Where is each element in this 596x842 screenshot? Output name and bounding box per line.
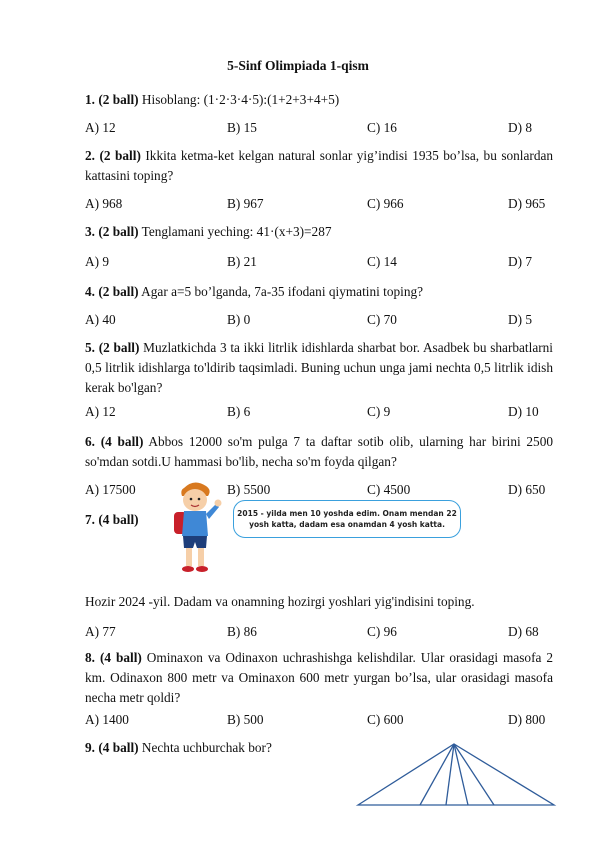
question-number: 1. (85, 92, 95, 107)
question-text: Ominaxon va Odinaxon uchrashishga kelishdilar. Ular orasidagi masofa 2 km. Odinaxon 800 metr va Ominaxon 600 metr yurgan bo’lsa, ular orasidagi masofa necha metr qoldi? (85, 650, 553, 705)
answer-options-3 (85, 252, 555, 272)
question-points: (2 ball) (98, 224, 139, 239)
question-5 (85, 338, 553, 398)
question-points: (2 ball) (98, 284, 139, 299)
question-number: 8. (85, 650, 95, 665)
question-number: 3. (85, 224, 95, 239)
option-b[interactable]: B) 500 (227, 712, 264, 727)
question-points: (4 ball) (98, 512, 139, 527)
answer-options-7 (85, 622, 555, 642)
option-a[interactable]: A) 77 (85, 624, 116, 639)
answer-options-6 (85, 480, 555, 500)
question-text: Agar a=5 bo’lganda, 7a-35 ifodani qiymatini toping? (138, 284, 424, 299)
option-b[interactable]: B) 6 (227, 404, 251, 419)
option-c[interactable]: C) 4500 (367, 482, 411, 497)
answer-options-4 (85, 310, 555, 330)
option-a[interactable]: A) 9 (85, 254, 110, 269)
option-d[interactable]: D) 650 (508, 482, 546, 497)
question-number: 5. (85, 340, 95, 355)
answer-options-8 (85, 710, 555, 730)
option-c[interactable]: C) 966 (367, 196, 404, 211)
question-text: Hisoblang: (1·2·3·4·5):(1+2+3+4+5) (138, 92, 340, 107)
option-b[interactable]: B) 15 (227, 120, 257, 135)
option-a[interactable]: A) 40 (85, 312, 116, 327)
question-points: (4 ball) (98, 740, 139, 755)
question-1 (85, 90, 553, 110)
question-7-header (85, 510, 165, 530)
option-c[interactable]: C) 14 (367, 254, 397, 269)
option-b[interactable]: B) 5500 (227, 482, 271, 497)
page-title: 5-Sinf Olimpiada 1-qism (227, 58, 369, 73)
option-a[interactable]: A) 12 (85, 404, 116, 419)
option-c[interactable]: C) 9 (367, 404, 391, 419)
option-c[interactable]: C) 70 (367, 312, 397, 327)
option-d[interactable]: D) 5 (508, 312, 533, 327)
option-c[interactable]: C) 16 (367, 120, 397, 135)
question-text: Nechta uchburchak bor? (138, 740, 272, 755)
option-d[interactable]: D) 965 (508, 196, 546, 211)
question-8 (85, 648, 553, 708)
question-number: 6. (85, 434, 95, 449)
option-b[interactable]: B) 21 (227, 254, 257, 269)
option-d[interactable]: D) 10 (508, 404, 539, 419)
option-a[interactable]: A) 12 (85, 120, 116, 135)
answer-options-2 (85, 194, 555, 214)
question-points: (2 ball) (98, 340, 140, 355)
question-number: 4. (85, 284, 95, 299)
question-3 (85, 222, 553, 242)
question-text: Ikkita ketma-ket kelgan natural sonlar yig’indisi 1935 bo’lsa, bu sonlardan kattasini toping? (85, 148, 554, 183)
option-c[interactable]: C) 600 (367, 712, 404, 727)
question-text: Tenglamani yeching: 41·(x+3)=287 (138, 224, 332, 239)
question-number: 7. (85, 512, 95, 527)
question-9 (85, 738, 345, 758)
schoolboy-illustration (160, 478, 230, 578)
option-d[interactable]: D) 800 (508, 712, 546, 727)
question-6 (85, 432, 553, 472)
triangle-figure (350, 740, 560, 810)
question-points: (4 ball) (99, 650, 142, 665)
speech-bubble-note: 2015 - yilda men 10 yoshda edim. Onam mendan 22 yosh katta, dadam esa onamdan 4 yosh katta. (233, 500, 461, 538)
question-text: Hozir 2024 -yil. Dadam va onamning hozirgi yoshlari yig'indisini toping. (85, 594, 475, 609)
option-a[interactable]: A) 968 (85, 196, 123, 211)
option-a[interactable]: A) 1400 (85, 712, 129, 727)
option-c[interactable]: C) 96 (367, 624, 397, 639)
question-number: 9. (85, 740, 95, 755)
option-b[interactable]: B) 86 (227, 624, 257, 639)
question-2 (85, 146, 553, 186)
option-d[interactable]: D) 7 (508, 254, 533, 269)
option-a[interactable]: A) 17500 (85, 482, 136, 497)
question-4 (85, 282, 553, 302)
option-d[interactable]: D) 8 (508, 120, 533, 135)
answer-options-1 (85, 118, 555, 138)
question-number: 2. (85, 148, 95, 163)
option-b[interactable]: B) 967 (227, 196, 264, 211)
question-points: (2 ball) (98, 92, 139, 107)
question-text: Muzlatkichda 3 ta ikki litrlik idishlarda sharbat bor. Asadbek bu sharbatlarni 0,5 litrlik idishlarga to'ldirib taqsimladi. Buning uchun unga jami nechta 0,5 litrlik idish kerak bo'lgan? (85, 340, 553, 395)
question-points: (4 ball) (100, 434, 144, 449)
option-d[interactable]: D) 68 (508, 624, 539, 639)
question-7 (85, 592, 553, 612)
question-text: Abbos 12000 so'm pulga 7 ta daftar sotib olib, ularning har birini 2500 so'mdan sotdi.U hammasi bo'lib, necha so'm foyda qilgan? (85, 434, 554, 469)
option-b[interactable]: B) 0 (227, 312, 251, 327)
answer-options-5 (85, 402, 555, 422)
question-points: (2 ball) (99, 148, 141, 163)
